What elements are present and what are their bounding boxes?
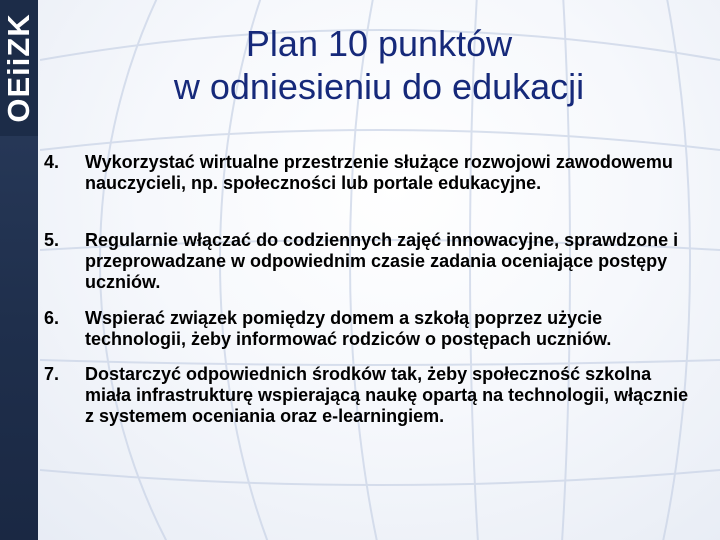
item-text: Dostarczyć odpowiednich środków tak, żeby społeczność szkolna miała infrastrukturę wspierającą naukę opartą na technologii, włącznie z systemem oceniania oraz e-learningiem. [85,364,689,426]
item-text: Wspierać związek pomiędzy domem a szkołą poprzez użycie technologii, żeby informować rodziców o postępach uczniów. [85,308,612,349]
logo [0,0,38,136]
item-text: Regularnie włączać do codziennych zajęć innowacyjne, sprawdzone i przeprowadzane w odpowiednim czasie zadania oceniające postępy uczniów. [85,230,679,292]
slide-title [38,22,720,108]
item-number: 5. [44,230,60,250]
item-text: Wykorzystać wirtualne przestrzenie służące rozwojowi zawodowemu nauczycieli, np. społeczności lub portale edukacyjne. [85,152,673,193]
title-line-1: Plan 10 punktów [245,23,513,64]
title-line-2: w odniesieniu do edukacji [173,66,585,107]
item-number: 7. [44,364,60,384]
item-number: 4. [44,152,60,172]
item-number: 6. [44,308,60,328]
logo-text: OEiiZK [1,13,36,123]
